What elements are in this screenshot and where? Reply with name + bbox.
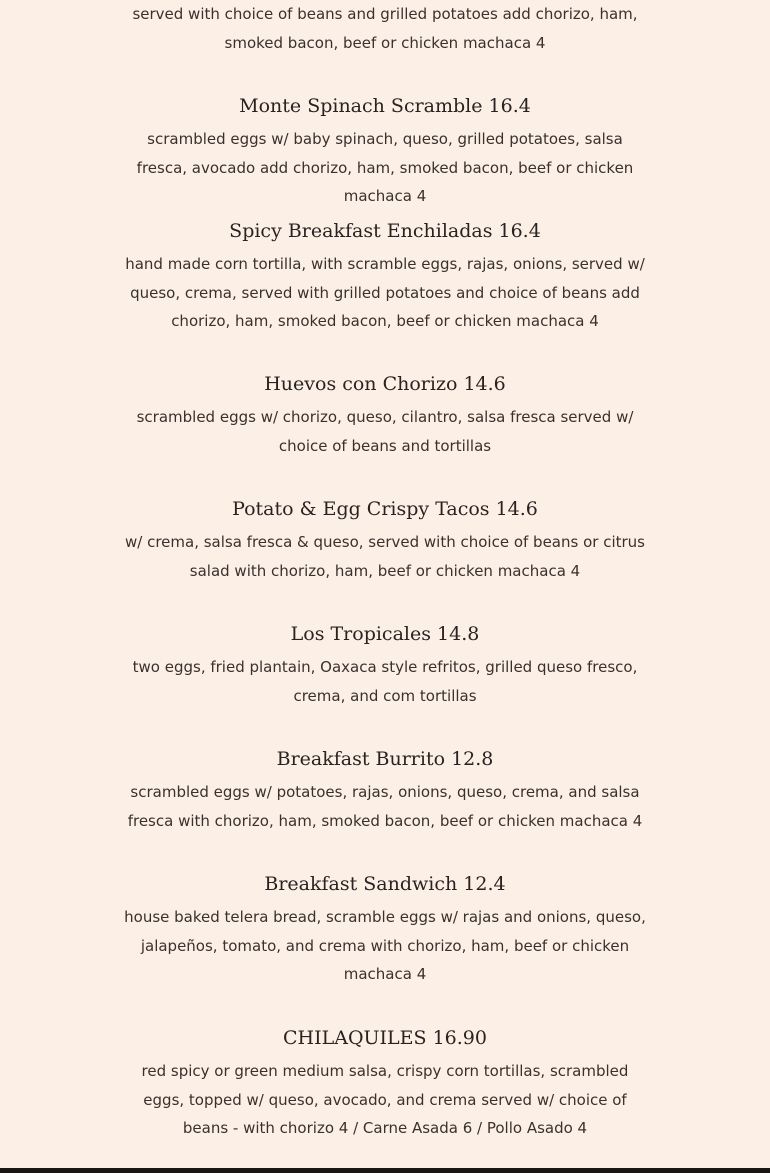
menu-item-description: hand made corn tortilla, with scramble eggs, rajas, onions, served w/ queso, crema, served with grilled potatoes and choice of beans add chorizo, ham, smoked bacon, beef or chicken machaca 4 (125, 255, 645, 331)
menu-item-name: Spicy Breakfast Enchiladas 16.4 (229, 220, 541, 242)
menu-item-potato-egg-crispy-tacos (0, 496, 770, 585)
menu-item-name: Huevos con Chorizo 14.6 (264, 373, 506, 395)
menu-item-lead (0, 0, 770, 57)
menu-item-chilaquiles (0, 1025, 770, 1143)
menu-item-description: served with choice of beans and grilled potatoes add chorizo, ham, smoked bacon, beef or chicken machaca 4 (132, 5, 638, 52)
menu-item-monte-spinach-scramble (0, 93, 770, 211)
menu-item-huevos-con-chorizo (0, 371, 770, 460)
menu-item-description: scrambled eggs w/ baby spinach, queso, grilled potatoes, salsa fresca, avocado add chorizo, ham, smoked bacon, beef or chicken machaca 4 (136, 130, 634, 206)
menu-item-name: Potato & Egg Crispy Tacos 14.6 (232, 498, 538, 520)
menu-item-breakfast-burrito (0, 746, 770, 835)
menu-item-name: Breakfast Sandwich 12.4 (264, 873, 506, 895)
menu-item-spicy-breakfast-enchiladas (0, 218, 770, 336)
menu-item-name: Breakfast Burrito 12.8 (276, 748, 494, 770)
menu-item-description: w/ crema, salsa fresca & queso, served with choice of beans or citrus salad with chorizo, ham, beef or chicken machaca 4 (124, 533, 645, 580)
menu-item-description: scrambled eggs w/ potatoes, rajas, onions, queso, crema, and salsa fresca with chorizo, ham, smoked bacon, beef or chicken machaca 4 (127, 783, 643, 830)
menu-item-description: red spicy or green medium salsa, crispy corn tortillas, scrambled eggs, topped w/ queso, avocado, and crema served w/ choice of beans - with chorizo 4 / Carne Asada 6 / Pollo Asado 4 (141, 1062, 629, 1138)
footer-divider (0, 1168, 770, 1173)
menu-item-description: two eggs, fried plantain, Oaxaca style refritos, grilled queso fresco, crema, and com tortillas (132, 658, 638, 705)
menu-item-description: scrambled eggs w/ chorizo, queso, cilantro, salsa fresca served w/ choice of beans and tortillas (136, 408, 634, 455)
menu-item-name: Monte Spinach Scramble 16.4 (239, 95, 531, 117)
menu-item-los-tropicales (0, 621, 770, 710)
menu-item-description: house baked telera bread, scramble eggs w/ rajas and onions, queso, jalapeños, tomato, and crema with chorizo, ham, beef or chicken machaca 4 (124, 908, 646, 984)
menu-item-breakfast-sandwich (0, 871, 770, 989)
menu-item-name: Los Tropicales 14.8 (290, 623, 480, 645)
menu-item-name: CHILAQUILES 16.90 (283, 1027, 487, 1049)
